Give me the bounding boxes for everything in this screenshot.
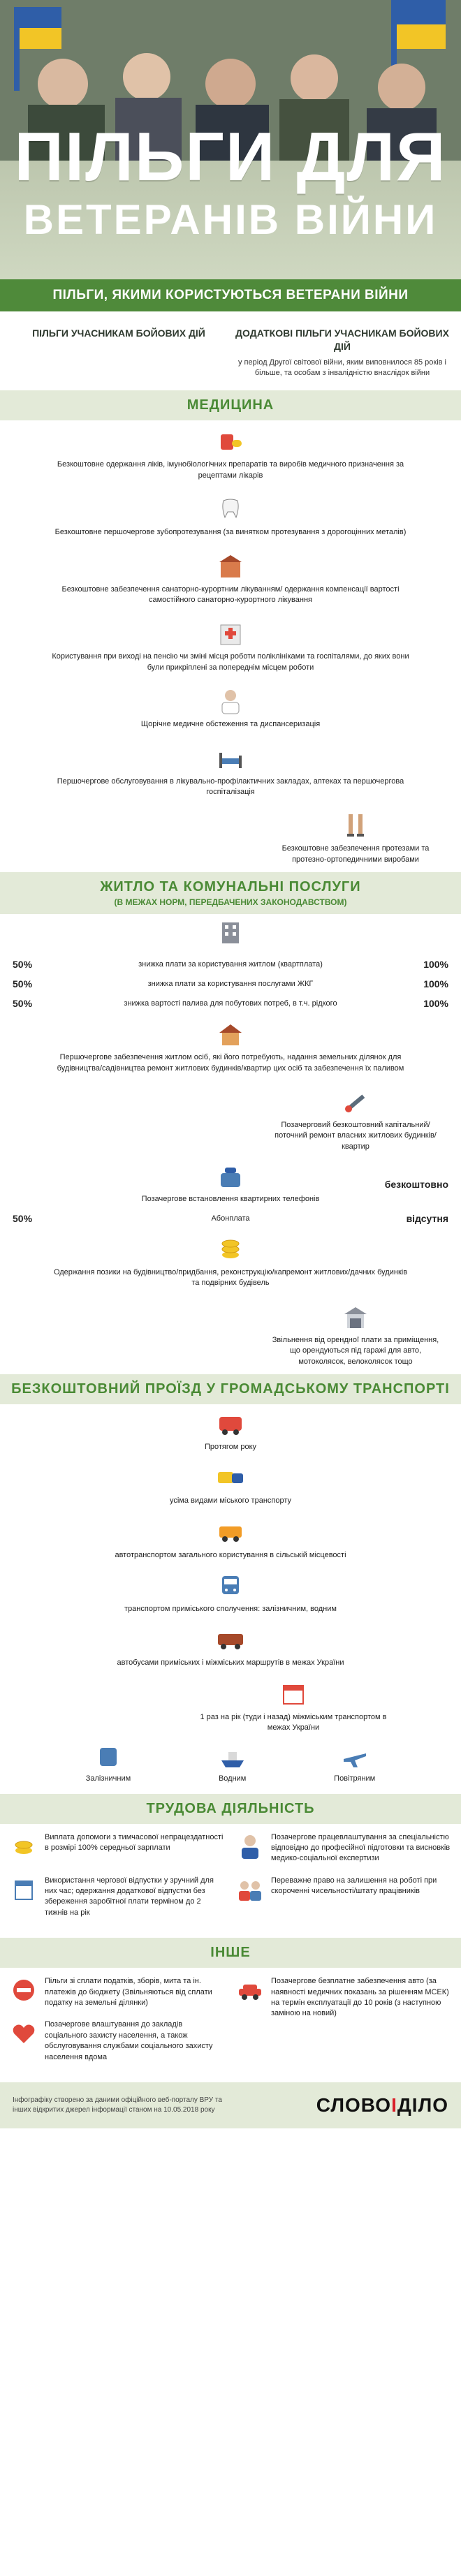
left-column-title: ПІЛЬГИ УЧАСНИКАМ БОЙОВИХ ДІЙ bbox=[32, 327, 205, 339]
medicine-item-text: Безкоштовне одержання ліків, імунобіологічних препаратів та виробів медичного призначення за рецептами лікарів bbox=[57, 460, 404, 480]
repair-text: Позачерговий безкоштовний капітальний/поточний ремонт власних житлових будинків/квартир bbox=[275, 1120, 437, 1151]
discount-right: 100% bbox=[423, 959, 448, 971]
tooth-icon bbox=[217, 495, 244, 523]
garage-text: Звільнення від орендної плати за приміщення, що орендуються під гаражі для авто, мотоколясок, велоколясок тощо bbox=[272, 1335, 439, 1366]
discount-text: знижка плати за користування послугами ЖКГ bbox=[147, 979, 314, 988]
transport-item bbox=[0, 1458, 461, 1512]
transport-item bbox=[0, 1513, 461, 1566]
labor-split bbox=[0, 1824, 461, 1938]
section-transport bbox=[0, 1374, 461, 1794]
rural-bus-icon bbox=[217, 1518, 244, 1546]
other-left bbox=[10, 1976, 225, 2074]
column-headers bbox=[0, 311, 461, 390]
care-icon bbox=[10, 2019, 38, 2047]
transport-text: усіма видами міського транспорту bbox=[169, 1496, 292, 1506]
mode-air bbox=[334, 1744, 375, 1783]
pills-icon bbox=[217, 427, 244, 455]
intercity-bus-icon bbox=[217, 1626, 244, 1654]
mode-rail-label: Залізничним bbox=[85, 1774, 131, 1783]
medicine-item-text: Першочергове обслуговування в лікувально-профілактичних закладах, аптеках та першочергова госпіталізація bbox=[57, 777, 404, 796]
calendar-icon bbox=[279, 1680, 307, 1708]
hospital-icon bbox=[217, 619, 244, 647]
housing-icon-row bbox=[0, 914, 461, 955]
housing-first-priority bbox=[0, 1013, 461, 1081]
discount-left: 50% bbox=[13, 959, 33, 971]
phone-text: Позачергове встановлення квартирних телефонів bbox=[141, 1195, 320, 1204]
labor-text: Переважне право на залишення на роботі при скороченні чисельності/штату працівників bbox=[271, 1876, 437, 1896]
transport-item bbox=[0, 1620, 461, 1674]
coins-icon bbox=[217, 1235, 244, 1263]
transport-modes bbox=[0, 1739, 461, 1794]
coins-stack-icon bbox=[10, 1832, 38, 1860]
other-item bbox=[10, 1976, 225, 2008]
transport-text: Протягом року bbox=[204, 1442, 257, 1451]
car-icon bbox=[236, 1976, 264, 2004]
logo-part-c: ДІЛО bbox=[397, 2093, 448, 2116]
medicine-item bbox=[0, 420, 461, 488]
vacation-icon bbox=[10, 1876, 38, 1904]
labor-item bbox=[10, 1832, 225, 1864]
housing-right-repair bbox=[0, 1081, 461, 1159]
other-split bbox=[0, 1968, 461, 2082]
other-item bbox=[10, 2019, 225, 2063]
mode-rail bbox=[86, 1744, 131, 1783]
right-column-subtitle: у період Другої світової війни, яким виповнилося 85 років і більше, та особам з інвалідністю внаслідок війни bbox=[238, 358, 446, 377]
plane-icon bbox=[341, 1744, 369, 1772]
transport-item bbox=[0, 1404, 461, 1458]
once-a-year-text: 1 раз на рік (туди і назад) міжміським транспортом в межах України bbox=[200, 1712, 387, 1732]
other-item bbox=[236, 1976, 451, 2019]
right-column-header bbox=[230, 327, 454, 378]
bus-icon bbox=[217, 1410, 244, 1438]
building-icon bbox=[217, 918, 244, 946]
garage-icon bbox=[342, 1303, 369, 1331]
other-text: Позачергове безплатне забезпечення авто (за наявності медичних показань за рішенням МСЕК) на термін експлуатації до 10 років (з наступною заміною на новий) bbox=[271, 1977, 449, 2018]
transport-once-a-year bbox=[0, 1675, 461, 1739]
medicine-item bbox=[0, 612, 461, 680]
section-title-labor: ТРУДОВА ДІЯЛЬНІСТЬ bbox=[0, 1794, 461, 1824]
logo-part-b: І bbox=[391, 2093, 397, 2116]
medicine-item bbox=[0, 680, 461, 737]
discount-right: 100% bbox=[423, 998, 448, 1010]
housing-discount-row bbox=[0, 955, 461, 974]
discount-left: 50% bbox=[13, 998, 33, 1010]
transport-text: автотранспортом загального користування в сільській місцевості bbox=[115, 1550, 346, 1559]
section-housing bbox=[0, 872, 461, 1374]
team-icon bbox=[236, 1876, 264, 1904]
housing-subtitle: (В МЕЖАХ НОРМ, ПЕРЕДБАЧЕНИХ ЗАКОНОДАВСТВОМ) bbox=[114, 897, 347, 908]
section-title-other: ІНШЕ bbox=[0, 1938, 461, 1968]
discount-right: 100% bbox=[423, 978, 448, 990]
city-transport-icon bbox=[217, 1464, 244, 1492]
phone-item bbox=[96, 1163, 365, 1205]
medicine-right-item bbox=[0, 804, 461, 872]
mode-air-label: Повітряним bbox=[334, 1774, 376, 1783]
section-title-medicine: МЕДИЦИНА bbox=[0, 390, 461, 420]
medicine-item-text: Безкоштовне забезпечення санаторно-курортним лікуванням/ одержання компенсації вартості самостійного санаторно-курортного лікування bbox=[61, 584, 400, 605]
ship-icon bbox=[219, 1744, 247, 1772]
housing-title: ЖИТЛО ТА КОМУНАЛЬНІ ПОСЛУГИ bbox=[100, 879, 361, 895]
footer bbox=[0, 2082, 461, 2128]
phone-right: безкоштовно bbox=[384, 1178, 448, 1190]
medicine-item-text: Безкоштовне першочергове зубопротезування (за винятком протезування з дорогоцінних металів) bbox=[54, 528, 407, 537]
worker-icon bbox=[236, 1832, 264, 1860]
hero bbox=[0, 0, 461, 279]
mode-water bbox=[219, 1744, 247, 1783]
other-text: Позачергове влаштування до закладів соціального захисту населення, а також обслуговування службами соціального захисту населення вдома bbox=[45, 2020, 213, 2061]
section-title-transport: БЕЗКОШТОВНИЙ ПРОЇЗД У ГРОМАДСЬКОМУ ТРАНСПОРТІ bbox=[0, 1374, 461, 1404]
section-other bbox=[0, 1938, 461, 2082]
medicine-item bbox=[0, 488, 461, 545]
hospital-bed-icon bbox=[217, 744, 244, 772]
labor-text: Виплата допомоги з тимчасової непрацездатності в розмірі 100% середньої зарплати bbox=[45, 1832, 224, 1853]
medicine-item-text: Користування при виході на пенсію чи зміні місця роботи поліклініками та госпіталями, до яких вони були прикріплені за попереднім місцем роботи bbox=[52, 652, 409, 672]
transport-text: автобусами приміських і міжміських маршрутів в межах України bbox=[117, 1658, 344, 1668]
labor-item bbox=[10, 1876, 225, 1919]
logo bbox=[316, 2092, 448, 2119]
transport-item bbox=[0, 1566, 461, 1620]
medicine-right-text: Безкоштовне забезпечення протезами та протезно-ортопедичними виробами bbox=[281, 844, 430, 864]
logo-part-a: СЛОВО bbox=[316, 2093, 392, 2116]
other-right bbox=[236, 1976, 451, 2074]
train-icon bbox=[217, 1572, 244, 1600]
right-column-title: ДОДАТКОВІ ПІЛЬГИ УЧАСНИКАМ БОЙОВИХ ДІЙ bbox=[235, 327, 449, 352]
fee-left: 50% bbox=[13, 1212, 33, 1224]
discount-text: знижка вартості палива для побутових потреб, в т.ч. рідкого bbox=[124, 999, 337, 1008]
housing-discount-row bbox=[0, 994, 461, 1013]
no-tax-icon bbox=[10, 1976, 38, 2004]
medicine-item-text: Щорічне медичне обстеження та диспансеризація bbox=[140, 720, 321, 729]
medicine-item bbox=[0, 737, 461, 805]
housing-phone-row bbox=[0, 1159, 461, 1209]
section-title-housing bbox=[0, 872, 461, 914]
section-labor bbox=[0, 1794, 461, 1938]
tools-icon bbox=[342, 1088, 369, 1116]
labor-right bbox=[236, 1832, 451, 1930]
labor-item bbox=[236, 1876, 451, 1908]
medicine-item bbox=[0, 545, 461, 613]
subtitle-bar: ПІЛЬГИ, ЯКИМИ КОРИСТУЮТЬСЯ ВЕТЕРАНИ ВІЙНИ bbox=[0, 279, 461, 311]
housing-loans bbox=[0, 1228, 461, 1296]
doctor-icon bbox=[217, 687, 244, 715]
house-icon bbox=[217, 1020, 244, 1048]
housing-fee-row bbox=[0, 1209, 461, 1228]
housing-right-garage bbox=[0, 1296, 461, 1374]
labor-text: Позачергове працевлаштування за спеціальністю відповідно до професійної підготовки та висновків медико-соціальної експертизи bbox=[271, 1832, 451, 1863]
housing-discount-row bbox=[0, 974, 461, 994]
section-medicine bbox=[0, 390, 461, 872]
page-title-line1: ПІЛЬГИ ДЛЯ bbox=[14, 118, 447, 195]
discount-left: 50% bbox=[13, 978, 33, 990]
sanatorium-icon bbox=[217, 552, 244, 580]
discount-text: знижка плати за користування житлом (квартплата) bbox=[138, 959, 323, 969]
mode-water-label: Водним bbox=[218, 1774, 247, 1783]
phone-icon bbox=[217, 1163, 244, 1191]
footer-note: Інфографіку створено за даними офіційного веб-порталу ВРУ та інших відкритих джерел інформації станом на 10.05.2018 року bbox=[13, 2096, 222, 2114]
first-priority-text: Першочергове забезпечення житлом осіб, які його потребують, надання земельних ділянок для будівництва/садівництва ремонт житлових будинків/квартир цих осіб та забезпечення їх паливом bbox=[57, 1053, 404, 1073]
other-text: Пільги зі сплати податків, зборів, мита та ін. платежів до бюджету (Звільняються від сплати податку на земельні ділянки) bbox=[45, 1977, 212, 2007]
fee-right: відсутня bbox=[406, 1212, 448, 1224]
transport-text: транспортом приміського сполучення: залізничним, водним bbox=[124, 1605, 337, 1614]
page-title-line2: ВЕТЕРАНІВ ВІЙНИ bbox=[23, 196, 438, 243]
prosthesis-icon bbox=[342, 811, 369, 839]
labor-item bbox=[236, 1832, 451, 1864]
left-column-header bbox=[7, 327, 230, 340]
labor-left bbox=[10, 1832, 225, 1930]
loans-text: Одержання позики на будівництво/придбання, реконструкцію/капремонт житлових/дачних будинків та подвірних будівель bbox=[53, 1267, 408, 1288]
fee-text: Абонплата bbox=[211, 1214, 250, 1223]
rail-icon bbox=[94, 1744, 122, 1772]
labor-text: Використання чергової відпустки у зручний для них час; одержання додаткової відпустки без збереження заробітної плати терміном до 2 тижнів на рік bbox=[45, 1876, 214, 1917]
